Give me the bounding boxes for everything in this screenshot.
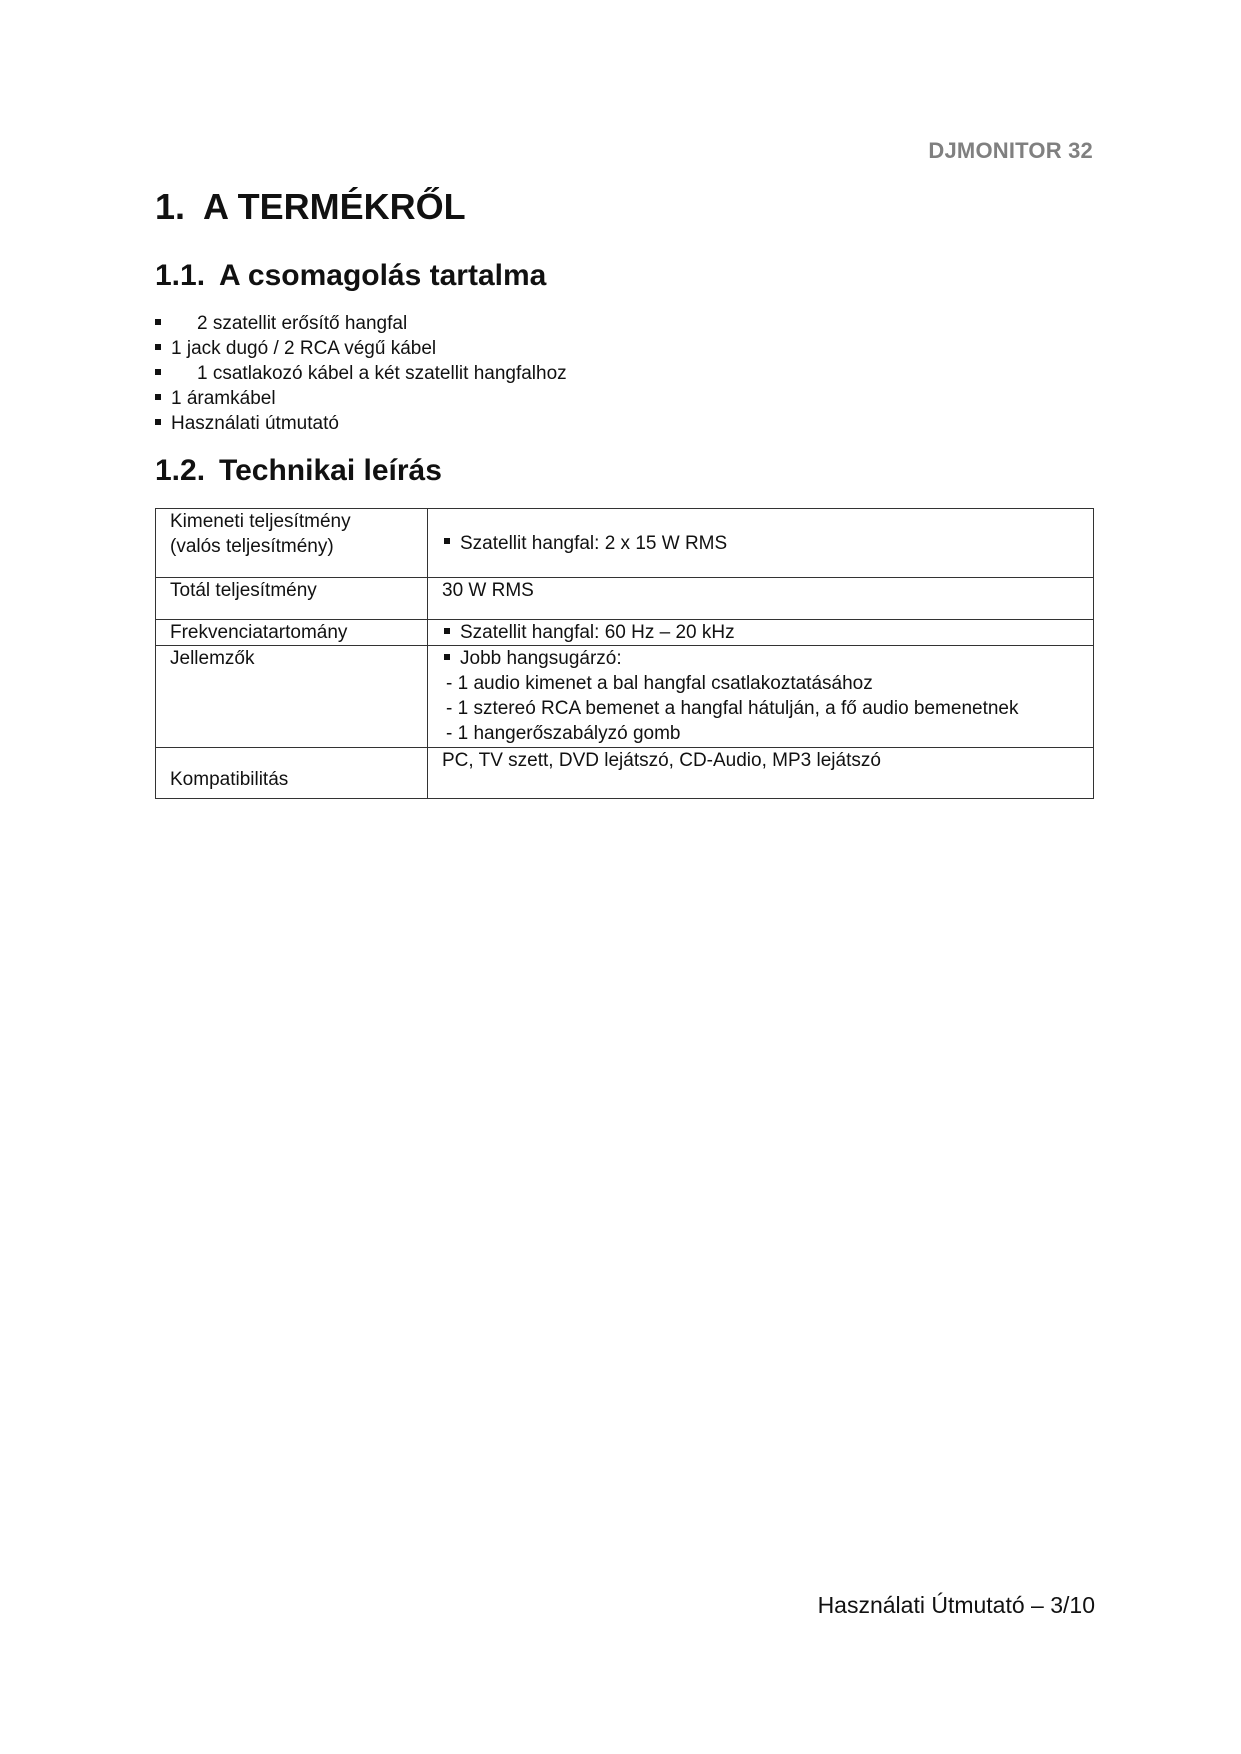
bullet-square-icon: [444, 654, 450, 660]
bullet-square-icon: [155, 319, 161, 325]
spec-label-features: Jellemzők: [156, 646, 428, 748]
spec-value-frequency: Szatellit hangfal: 60 Hz – 20 kHz: [428, 620, 1094, 646]
features-bullet-line: Jobb hangsugárzó:: [442, 648, 622, 669]
section-1-heading: [155, 186, 466, 228]
section-1-title: A TERMÉKRŐL: [203, 186, 466, 227]
table-row: [156, 748, 1094, 799]
features-line: - 1 hangerőszabályzó gomb: [446, 723, 681, 744]
section-1-2-heading: [155, 454, 442, 488]
table-row: [156, 646, 1094, 748]
list-item: 1 jack dugó / 2 RCA végű kábel: [155, 336, 567, 361]
spec-value-output: Szatellit hangfal: 2 x 15 W RMS: [428, 509, 1094, 578]
spec-value-compatibility: PC, TV szett, DVD lejátszó, CD-Audio, MP3 lejátszó: [428, 748, 1094, 799]
document-header-title: DJMONITOR 32: [928, 138, 1093, 163]
list-item: Használati útmutató: [155, 411, 567, 436]
bullet-square-icon: [444, 628, 450, 634]
bullet-square-icon: [155, 344, 161, 350]
table-row: [156, 620, 1094, 646]
section-1-1-number: 1.1.: [155, 259, 206, 292]
bullet-square-icon: [155, 369, 161, 375]
bullet-square-icon: [155, 394, 161, 400]
spec-value-features: [428, 646, 1094, 748]
table-row: [156, 509, 1094, 578]
technical-spec-table: [155, 508, 1094, 799]
spec-label-frequency: Frekvenciatartomány: [156, 620, 428, 646]
spec-label-compatibility: Kompatibilitás: [156, 748, 428, 799]
features-line: - 1 audio kimenet a bal hangfal csatlakoztatásához: [446, 673, 873, 694]
list-item: 2 szatellit erősítő hangfal: [155, 311, 567, 336]
bullet-square-icon: [155, 419, 161, 425]
list-item: 1 áramkábel: [155, 386, 567, 411]
features-line: - 1 sztereó RCA bemenet a hangfal hátulján, a fő audio bemenetnek: [446, 698, 1019, 719]
spec-label-total: Totál teljesítmény: [156, 578, 428, 620]
bullet-square-icon: [444, 538, 450, 544]
spec-label-output: Kimeneti teljesítmény (valós teljesítmény): [156, 509, 428, 578]
section-1-number: 1.: [155, 186, 186, 227]
table-row: [156, 578, 1094, 620]
section-1-2-number: 1.2.: [155, 454, 206, 487]
list-item: 1 csatlakozó kábel a két szatellit hangfalhoz: [155, 361, 567, 386]
spec-value-total: 30 W RMS: [428, 578, 1094, 620]
section-1-1-title: A csomagolás tartalma: [219, 259, 547, 292]
page-footer: Használati Útmutató – 3/10: [817, 1592, 1095, 1618]
section-1-1-heading: [155, 259, 546, 293]
package-contents-list: [155, 311, 567, 436]
section-1-2-title: Technikai leírás: [219, 454, 442, 487]
